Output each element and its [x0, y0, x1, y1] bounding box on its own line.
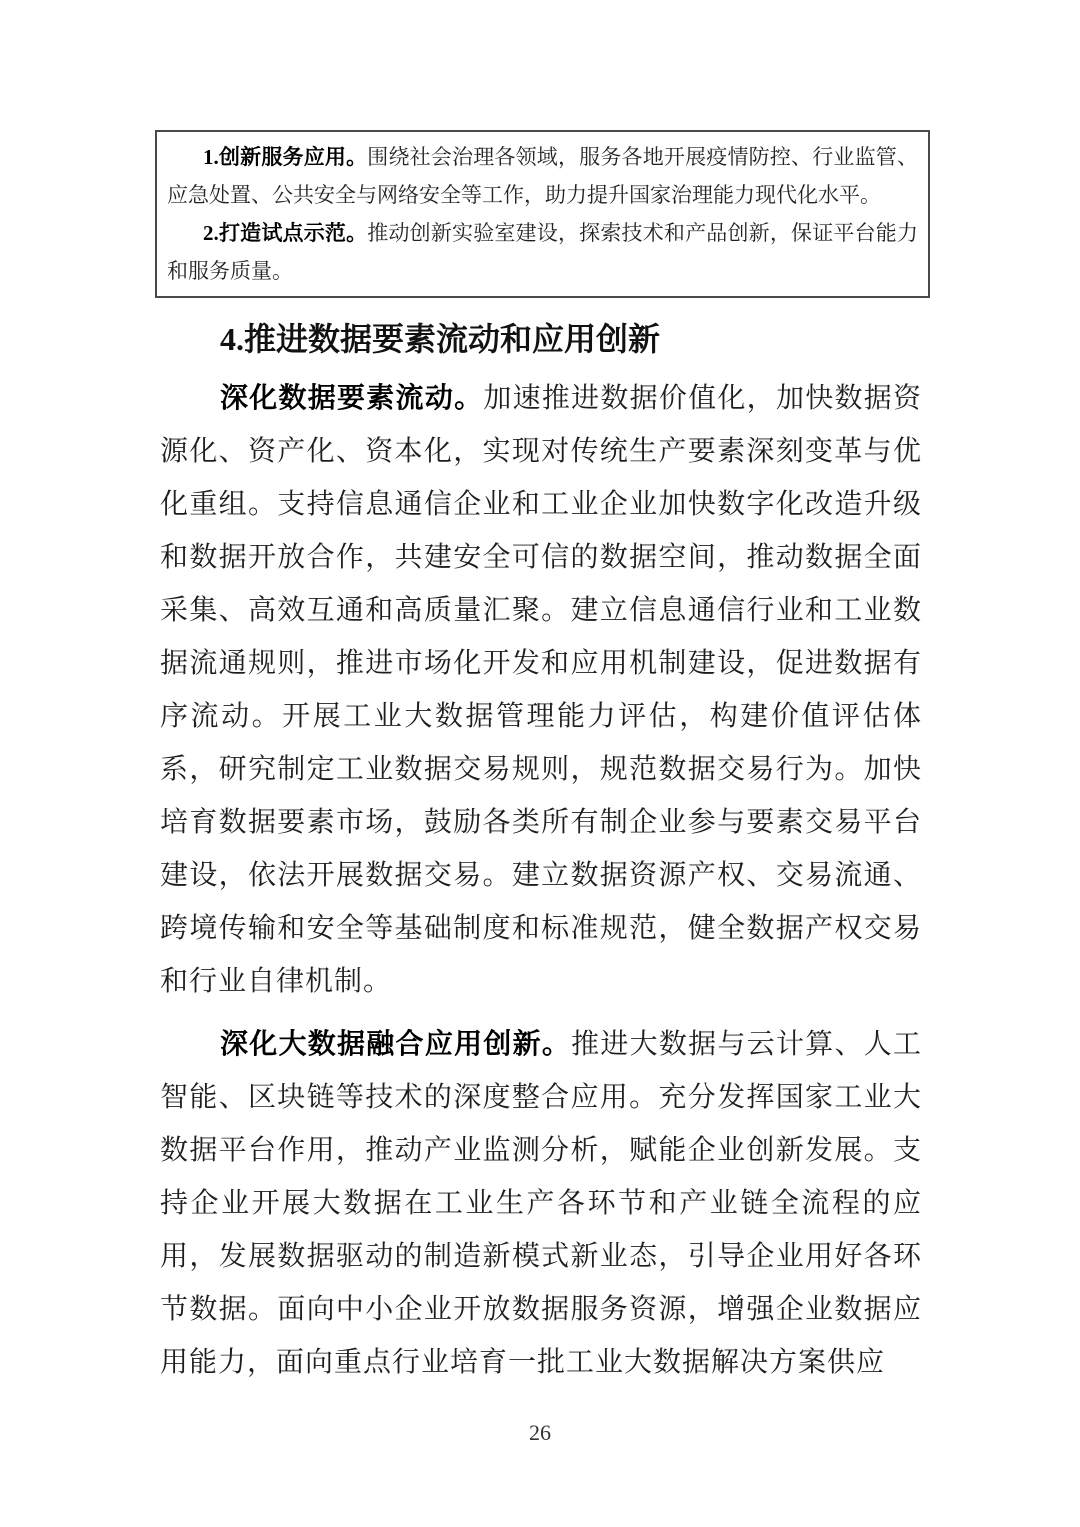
- callout-item-2: [167, 214, 918, 290]
- callout-box: [155, 130, 930, 298]
- callout-item-1: [167, 138, 918, 214]
- callout-item-1-lead: 1.创新服务应用。: [203, 145, 368, 169]
- paragraph-2: [160, 1018, 922, 1389]
- paragraph-2-lead: 深化大数据融合应用创新。: [220, 1029, 572, 1060]
- page-number: 26: [529, 1420, 551, 1445]
- paragraph-1: [160, 372, 922, 1008]
- callout-item-2-body: 推动创新实验室建设，探索技术和产品创新，保证平台能力和服务质量。: [167, 221, 918, 283]
- paragraph-1-body: 加速推进数据价值化，加快数据资源化、资产化、资本化，实现对传统生产要素深刻变革与优化重组。支持信息通信企业和工业企业加快数字化改造升级和数据开放合作，共建安全可信的数据空间，推动数据全面采集、高效互通和高质量汇聚。建立信息通信行业和工业数据流通规则，推进市场化开发和应用机制建设，促进数据有序流动。开展工业大数据管理能力评估，构建价值评估体系，研究制定工业数据交易规则，规范数据交易行为。加快培育数据要素市场，鼓励各类所有制企业参与要素交易平台建设，依法开展数据交易。建立数据资源产权、交易流通、跨境传输和安全等基础制度和标准规范，健全数据产权交易和行业自律机制。: [160, 383, 922, 997]
- section-heading: 4.推进数据要素流动和应用创新: [220, 321, 661, 357]
- paragraph-2-body: 推进大数据与云计算、人工智能、区块链等技术的深度整合应用。充分发挥国家工业大数据平台作用，推动产业监测分析，赋能企业创新发展。支持企业开展大数据在工业生产各环节和产业链全流程的应用，发展数据驱动的制造新模式新业态，引导企业用好各环节数据。面向中小企业开放数据服务资源，增强企业数据应用能力，面向重点行业培育一批工业大数据解决方案供应: [160, 1029, 922, 1378]
- callout-item-2-lead: 2.打造试点示范。: [203, 221, 368, 245]
- section-content: [160, 318, 922, 1399]
- callout-item-1-body: 围绕社会治理各领域，服务各地开展疫情防控、行业监管、应急处置、公共安全与网络安全等工作，助力提升国家治理能力现代化水平。: [167, 145, 918, 207]
- paragraph-1-lead: 深化数据要素流动。: [220, 383, 484, 414]
